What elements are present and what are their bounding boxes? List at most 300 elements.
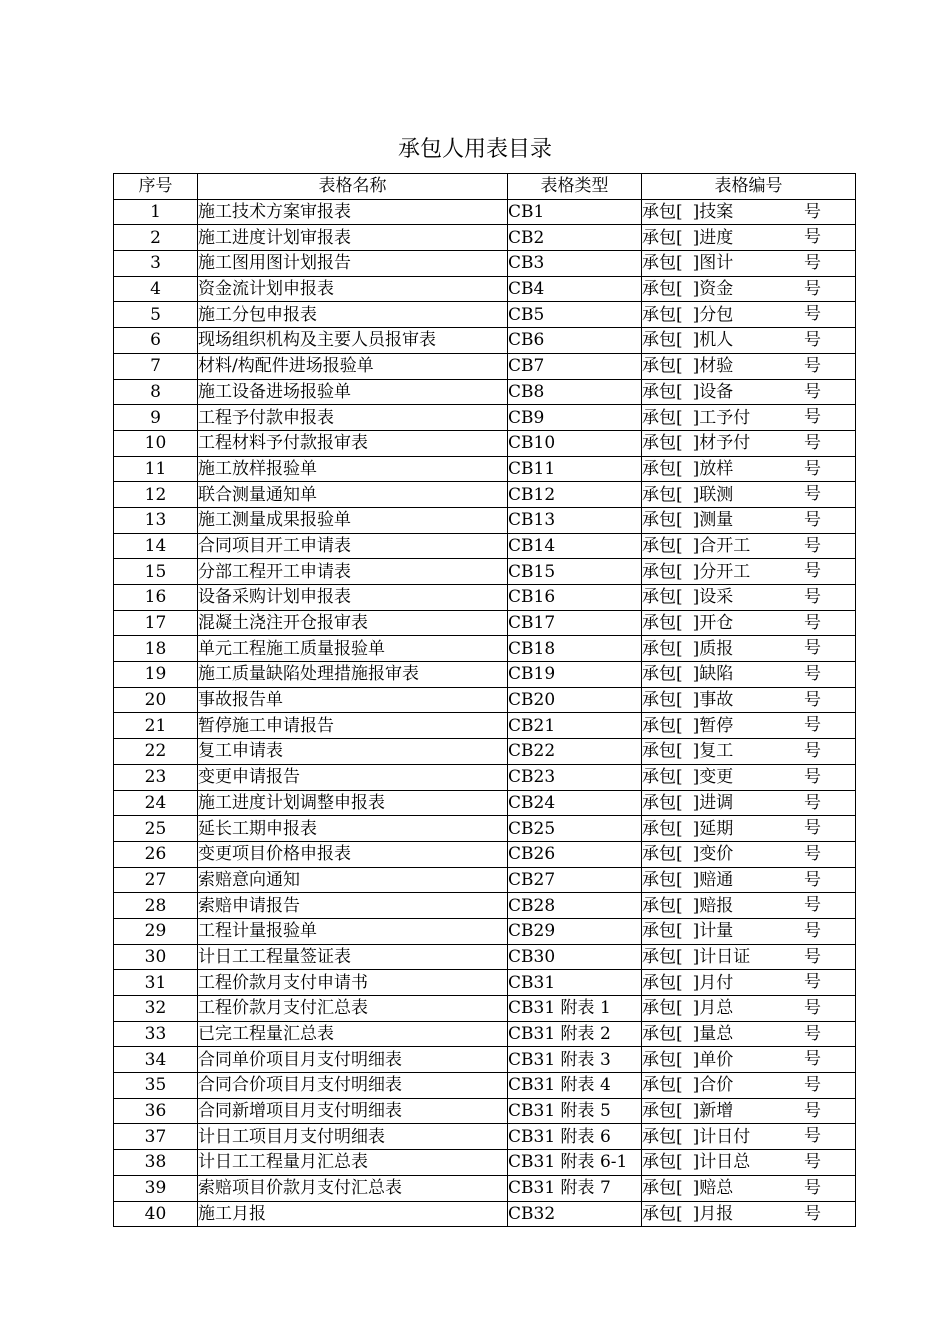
table-row: [114, 764, 856, 790]
table-row: [114, 636, 856, 662]
row-number: 40: [114, 1201, 198, 1227]
code-value: ]缺陷: [692, 664, 734, 685]
table-row: [114, 456, 856, 482]
code-value: ]复工: [692, 741, 734, 762]
code-suffix: 号: [804, 612, 821, 633]
code-value: ]赔通: [692, 869, 734, 890]
form-type: CB9: [508, 405, 642, 431]
code-suffix: 号: [804, 664, 821, 685]
code-prefix: 承包[: [642, 715, 683, 736]
form-type: CB31 附表 1: [508, 996, 642, 1022]
table-row: [114, 996, 856, 1022]
table-row: [114, 918, 856, 944]
header-row: [114, 174, 856, 200]
code-prefix: 承包[: [642, 613, 683, 634]
table-row: [114, 405, 856, 431]
form-name: 合同项目开工申请表: [198, 533, 508, 559]
row-number: 36: [114, 1098, 198, 1124]
code-suffix: 号: [804, 304, 821, 325]
form-name: 施工技术方案审报表: [198, 199, 508, 225]
form-name: 变更项目价格申报表: [198, 841, 508, 867]
form-name: 现场组织机构及主要人员报审表: [198, 328, 508, 354]
code-prefix: 承包[: [642, 664, 683, 685]
row-number: 11: [114, 456, 198, 482]
code-value: ]材验: [692, 356, 734, 377]
row-number: 5: [114, 302, 198, 328]
table-row: [114, 1098, 856, 1124]
code-suffix: 号: [804, 792, 821, 813]
form-code: [642, 918, 856, 944]
code-prefix: 承包[: [642, 227, 683, 248]
table-row: [114, 739, 856, 765]
code-prefix: 承包[: [642, 433, 683, 454]
code-value: ]测量: [692, 510, 734, 531]
code-value: ]资金: [692, 279, 734, 300]
header-code: 表格编号: [642, 174, 856, 200]
code-prefix: 承包[: [642, 1101, 683, 1122]
code-prefix: 承包[: [642, 741, 683, 762]
form-name: 变更申请报告: [198, 764, 508, 790]
form-name: 计日工工程量月汇总表: [198, 1150, 508, 1176]
form-type: CB31 附表 2: [508, 1021, 642, 1047]
form-code: [642, 687, 856, 713]
table-row: [114, 1150, 856, 1176]
table-row: [114, 662, 856, 688]
table-row: [114, 867, 856, 893]
row-number: 15: [114, 559, 198, 585]
code-prefix: 承包[: [642, 921, 683, 942]
code-value: ]量总: [692, 1024, 734, 1045]
form-code: [642, 1175, 856, 1201]
form-name: 施工进度计划调整申报表: [198, 790, 508, 816]
form-name: 施工月报: [198, 1201, 508, 1227]
table-row: [114, 276, 856, 302]
code-value: ]质报: [692, 638, 734, 659]
form-type: CB7: [508, 353, 642, 379]
code-value: ]月付: [692, 972, 734, 993]
row-number: 7: [114, 353, 198, 379]
row-number: 14: [114, 533, 198, 559]
code-value: ]设备: [692, 381, 734, 402]
code-prefix: 承包[: [642, 1075, 683, 1096]
table-row: [114, 430, 856, 456]
code-suffix: 号: [804, 638, 821, 659]
row-number: 4: [114, 276, 198, 302]
row-number: 3: [114, 251, 198, 277]
header-type: 表格类型: [508, 174, 642, 200]
code-prefix: 承包[: [642, 946, 683, 967]
form-type: CB23: [508, 764, 642, 790]
row-number: 23: [114, 764, 198, 790]
form-name: 索赔意向通知: [198, 867, 508, 893]
form-code: [642, 636, 856, 662]
form-code: [642, 662, 856, 688]
form-code: [642, 353, 856, 379]
form-name: 施工图用图计划报告: [198, 251, 508, 277]
table-row: [114, 944, 856, 970]
code-value: ]进度: [692, 227, 734, 248]
code-suffix: 号: [804, 972, 821, 993]
code-suffix: 号: [804, 1075, 821, 1096]
code-suffix: 号: [804, 689, 821, 710]
form-code: [642, 199, 856, 225]
form-code: [642, 970, 856, 996]
form-code: [642, 456, 856, 482]
form-type: CB24: [508, 790, 642, 816]
code-value: ]联测: [692, 484, 734, 505]
row-number: 6: [114, 328, 198, 354]
form-code: [642, 610, 856, 636]
form-name: 延长工期申报表: [198, 816, 508, 842]
form-code: [642, 867, 856, 893]
code-prefix: 承包[: [642, 510, 683, 531]
code-value: ]计日证: [692, 946, 751, 967]
form-type: CB12: [508, 482, 642, 508]
header-name: 表格名称: [198, 174, 508, 200]
form-name: 施工分包申报表: [198, 302, 508, 328]
form-type: CB11: [508, 456, 642, 482]
code-value: ]计日总: [692, 1152, 751, 1173]
table-row: [114, 1201, 856, 1227]
code-prefix: 承包[: [642, 869, 683, 890]
code-suffix: 号: [804, 1100, 821, 1121]
form-type: CB28: [508, 893, 642, 919]
code-prefix: 承包[: [642, 202, 683, 223]
code-suffix: 号: [804, 253, 821, 274]
form-name: 合同合价项目月支付明细表: [198, 1073, 508, 1099]
form-name: 合同单价项目月支付明细表: [198, 1047, 508, 1073]
code-suffix: 号: [804, 715, 821, 736]
code-value: ]单价: [692, 1049, 734, 1070]
row-number: 35: [114, 1073, 198, 1099]
code-prefix: 承包[: [642, 381, 683, 402]
code-value: ]机人: [692, 330, 734, 351]
table-row: [114, 1175, 856, 1201]
code-value: ]新增: [692, 1101, 734, 1122]
code-prefix: 承包[: [642, 356, 683, 377]
table-row: [114, 353, 856, 379]
form-type: CB31 附表 5: [508, 1098, 642, 1124]
code-prefix: 承包[: [642, 972, 683, 993]
form-index-table: [113, 173, 856, 1227]
table-row: [114, 610, 856, 636]
code-suffix: 号: [804, 741, 821, 762]
table-row: [114, 507, 856, 533]
code-prefix: 承包[: [642, 561, 683, 582]
row-number: 21: [114, 713, 198, 739]
form-type: CB1: [508, 199, 642, 225]
form-code: [642, 559, 856, 585]
code-prefix: 承包[: [642, 1178, 683, 1199]
form-code: [642, 1098, 856, 1124]
code-value: ]赔总: [692, 1178, 734, 1199]
code-suffix: 号: [804, 1049, 821, 1070]
form-name: 施工进度计划审报表: [198, 225, 508, 251]
form-type: CB13: [508, 507, 642, 533]
form-code: [642, 816, 856, 842]
code-suffix: 号: [804, 766, 821, 787]
code-prefix: 承包[: [642, 279, 683, 300]
form-name: 计日工工程量签证表: [198, 944, 508, 970]
code-suffix: 号: [804, 843, 821, 864]
code-value: ]分包: [692, 304, 734, 325]
form-code: [642, 944, 856, 970]
row-number: 28: [114, 893, 198, 919]
form-name: 联合测量通知单: [198, 482, 508, 508]
row-number: 13: [114, 507, 198, 533]
table-row: [114, 559, 856, 585]
code-suffix: 号: [804, 1126, 821, 1147]
code-prefix: 承包[: [642, 1024, 683, 1045]
code-suffix: 号: [804, 227, 821, 248]
code-prefix: 承包[: [642, 484, 683, 505]
form-name: 索赔项目价款月支付汇总表: [198, 1175, 508, 1201]
code-suffix: 号: [804, 432, 821, 453]
code-suffix: 号: [804, 920, 821, 941]
row-number: 26: [114, 841, 198, 867]
code-suffix: 号: [804, 407, 821, 428]
code-value: ]设采: [692, 587, 734, 608]
form-name: 复工申请表: [198, 739, 508, 765]
row-number: 25: [114, 816, 198, 842]
row-number: 19: [114, 662, 198, 688]
form-type: CB21: [508, 713, 642, 739]
form-type: CB32: [508, 1201, 642, 1227]
row-number: 31: [114, 970, 198, 996]
form-type: CB16: [508, 585, 642, 611]
form-type: CB14: [508, 533, 642, 559]
code-prefix: 承包[: [642, 998, 683, 1019]
code-prefix: 承包[: [642, 253, 683, 274]
row-number: 27: [114, 867, 198, 893]
form-name: 混凝土浇注开仓报审表: [198, 610, 508, 636]
form-name: 设备采购计划申报表: [198, 585, 508, 611]
form-code: [642, 533, 856, 559]
code-value: ]工予付: [692, 407, 751, 428]
code-suffix: 号: [804, 1023, 821, 1044]
form-type: CB25: [508, 816, 642, 842]
form-type: CB2: [508, 225, 642, 251]
code-prefix: 承包[: [642, 638, 683, 659]
form-name: 计日工项目月支付明细表: [198, 1124, 508, 1150]
table-row: [114, 841, 856, 867]
form-code: [642, 1201, 856, 1227]
form-type: CB31 附表 6-1: [508, 1150, 642, 1176]
table-row: [114, 199, 856, 225]
form-name: 合同新增项目月支付明细表: [198, 1098, 508, 1124]
code-value: ]分开工: [692, 561, 751, 582]
row-number: 24: [114, 790, 198, 816]
code-suffix: 号: [804, 381, 821, 402]
table-row: [114, 585, 856, 611]
code-suffix: 号: [804, 484, 821, 505]
form-code: [642, 482, 856, 508]
code-value: ]延期: [692, 818, 734, 839]
code-prefix: 承包[: [642, 895, 683, 916]
table-row: [114, 970, 856, 996]
code-value: ]合开工: [692, 535, 751, 556]
row-number: 18: [114, 636, 198, 662]
form-type: CB15: [508, 559, 642, 585]
form-code: [642, 1047, 856, 1073]
row-number: 29: [114, 918, 198, 944]
code-prefix: 承包[: [642, 1152, 683, 1173]
form-code: [642, 405, 856, 431]
form-name: 索赔申请报告: [198, 893, 508, 919]
code-suffix: 号: [804, 330, 821, 351]
code-value: ]放样: [692, 458, 734, 479]
table-row: [114, 482, 856, 508]
code-prefix: 承包[: [642, 1049, 683, 1070]
form-code: [642, 507, 856, 533]
row-number: 33: [114, 1021, 198, 1047]
table-row: [114, 1047, 856, 1073]
form-code: [642, 585, 856, 611]
form-name: 工程予付款申报表: [198, 405, 508, 431]
form-type: CB19: [508, 662, 642, 688]
form-code: [642, 328, 856, 354]
code-value: ]进调: [692, 792, 734, 813]
code-suffix: 号: [804, 946, 821, 967]
form-name: 工程价款月支付申请书: [198, 970, 508, 996]
row-number: 39: [114, 1175, 198, 1201]
form-name: 施工测量成果报验单: [198, 507, 508, 533]
code-suffix: 号: [804, 201, 821, 222]
form-code: [642, 1021, 856, 1047]
code-value: ]开仓: [692, 613, 734, 634]
form-type: CB27: [508, 867, 642, 893]
code-prefix: 承包[: [642, 844, 683, 865]
row-number: 34: [114, 1047, 198, 1073]
form-type: CB30: [508, 944, 642, 970]
code-suffix: 号: [804, 998, 821, 1018]
form-code: [642, 1124, 856, 1150]
header-no: 序号: [114, 174, 198, 200]
form-name: 施工设备进场报验单: [198, 379, 508, 405]
form-name: 工程价款月支付汇总表: [198, 996, 508, 1022]
form-name: 分部工程开工申请表: [198, 559, 508, 585]
form-type: CB8: [508, 379, 642, 405]
table-row: [114, 533, 856, 559]
code-prefix: 承包[: [642, 587, 683, 608]
form-type: CB31: [508, 970, 642, 996]
code-prefix: 承包[: [642, 792, 683, 813]
code-value: ]技案: [692, 202, 734, 223]
form-type: CB31 附表 6: [508, 1124, 642, 1150]
form-type: CB18: [508, 636, 642, 662]
form-code: [642, 276, 856, 302]
code-value: ]图计: [692, 253, 734, 274]
code-prefix: 承包[: [642, 767, 683, 788]
form-code: [642, 430, 856, 456]
table-row: [114, 1124, 856, 1150]
row-number: 22: [114, 739, 198, 765]
form-name: 暂停施工申请报告: [198, 713, 508, 739]
table-row: [114, 225, 856, 251]
form-code: [642, 713, 856, 739]
table-row: [114, 251, 856, 277]
code-value: ]赔报: [692, 895, 734, 916]
code-suffix: 号: [804, 587, 821, 607]
form-type: CB31 附表 4: [508, 1073, 642, 1099]
form-name: 事故报告单: [198, 687, 508, 713]
table-row: [114, 713, 856, 739]
code-suffix: 号: [804, 535, 821, 556]
form-type: CB4: [508, 276, 642, 302]
form-code: [642, 302, 856, 328]
code-value: ]合价: [692, 1075, 734, 1096]
form-code: [642, 379, 856, 405]
table-row: [114, 1021, 856, 1047]
row-number: 17: [114, 610, 198, 636]
form-name: 工程计量报验单: [198, 918, 508, 944]
code-value: ]计日付: [692, 1126, 751, 1147]
form-type: CB5: [508, 302, 642, 328]
code-suffix: 号: [804, 355, 821, 376]
row-number: 37: [114, 1124, 198, 1150]
table-row: [114, 790, 856, 816]
code-prefix: 承包[: [642, 1126, 683, 1147]
form-code: [642, 996, 856, 1022]
code-value: ]材予付: [692, 433, 751, 454]
code-prefix: 承包[: [642, 535, 683, 556]
code-prefix: 承包[: [642, 1203, 683, 1224]
form-code: [642, 251, 856, 277]
table-row: [114, 893, 856, 919]
row-number: 32: [114, 996, 198, 1022]
code-value: ]变价: [692, 844, 734, 865]
form-type: CB3: [508, 251, 642, 277]
form-code: [642, 790, 856, 816]
table-row: [114, 328, 856, 354]
form-name: 工程材料予付款报审表: [198, 430, 508, 456]
code-value: ]月报: [692, 1203, 734, 1224]
form-code: [642, 764, 856, 790]
code-suffix: 号: [804, 1203, 821, 1224]
code-suffix: 号: [804, 1177, 821, 1198]
code-suffix: 号: [804, 561, 821, 582]
form-code: [642, 1150, 856, 1176]
form-name: 材料/构配件进场报验单: [198, 353, 508, 379]
row-number: 16: [114, 585, 198, 611]
code-suffix: 号: [804, 869, 821, 890]
form-name: 施工质量缺陷处理措施报审表: [198, 662, 508, 688]
table-row: [114, 1073, 856, 1099]
form-type: CB26: [508, 841, 642, 867]
form-type: CB29: [508, 918, 642, 944]
code-prefix: 承包[: [642, 818, 683, 839]
code-prefix: 承包[: [642, 458, 683, 479]
code-suffix: 号: [804, 895, 821, 916]
code-prefix: 承包[: [642, 690, 683, 711]
form-type: CB31 附表 3: [508, 1047, 642, 1073]
row-number: 10: [114, 430, 198, 456]
code-suffix: 号: [804, 509, 821, 530]
code-prefix: 承包[: [642, 330, 683, 351]
form-type: CB10: [508, 430, 642, 456]
code-prefix: 承包[: [642, 407, 683, 428]
code-prefix: 承包[: [642, 304, 683, 325]
form-name: 单元工程施工质量报验单: [198, 636, 508, 662]
table-row: [114, 302, 856, 328]
row-number: 38: [114, 1150, 198, 1176]
code-suffix: 号: [804, 818, 821, 839]
form-name: 已完工程量汇总表: [198, 1021, 508, 1047]
row-number: 1: [114, 199, 198, 225]
code-suffix: 号: [804, 278, 821, 299]
row-number: 20: [114, 687, 198, 713]
form-type: CB6: [508, 328, 642, 354]
